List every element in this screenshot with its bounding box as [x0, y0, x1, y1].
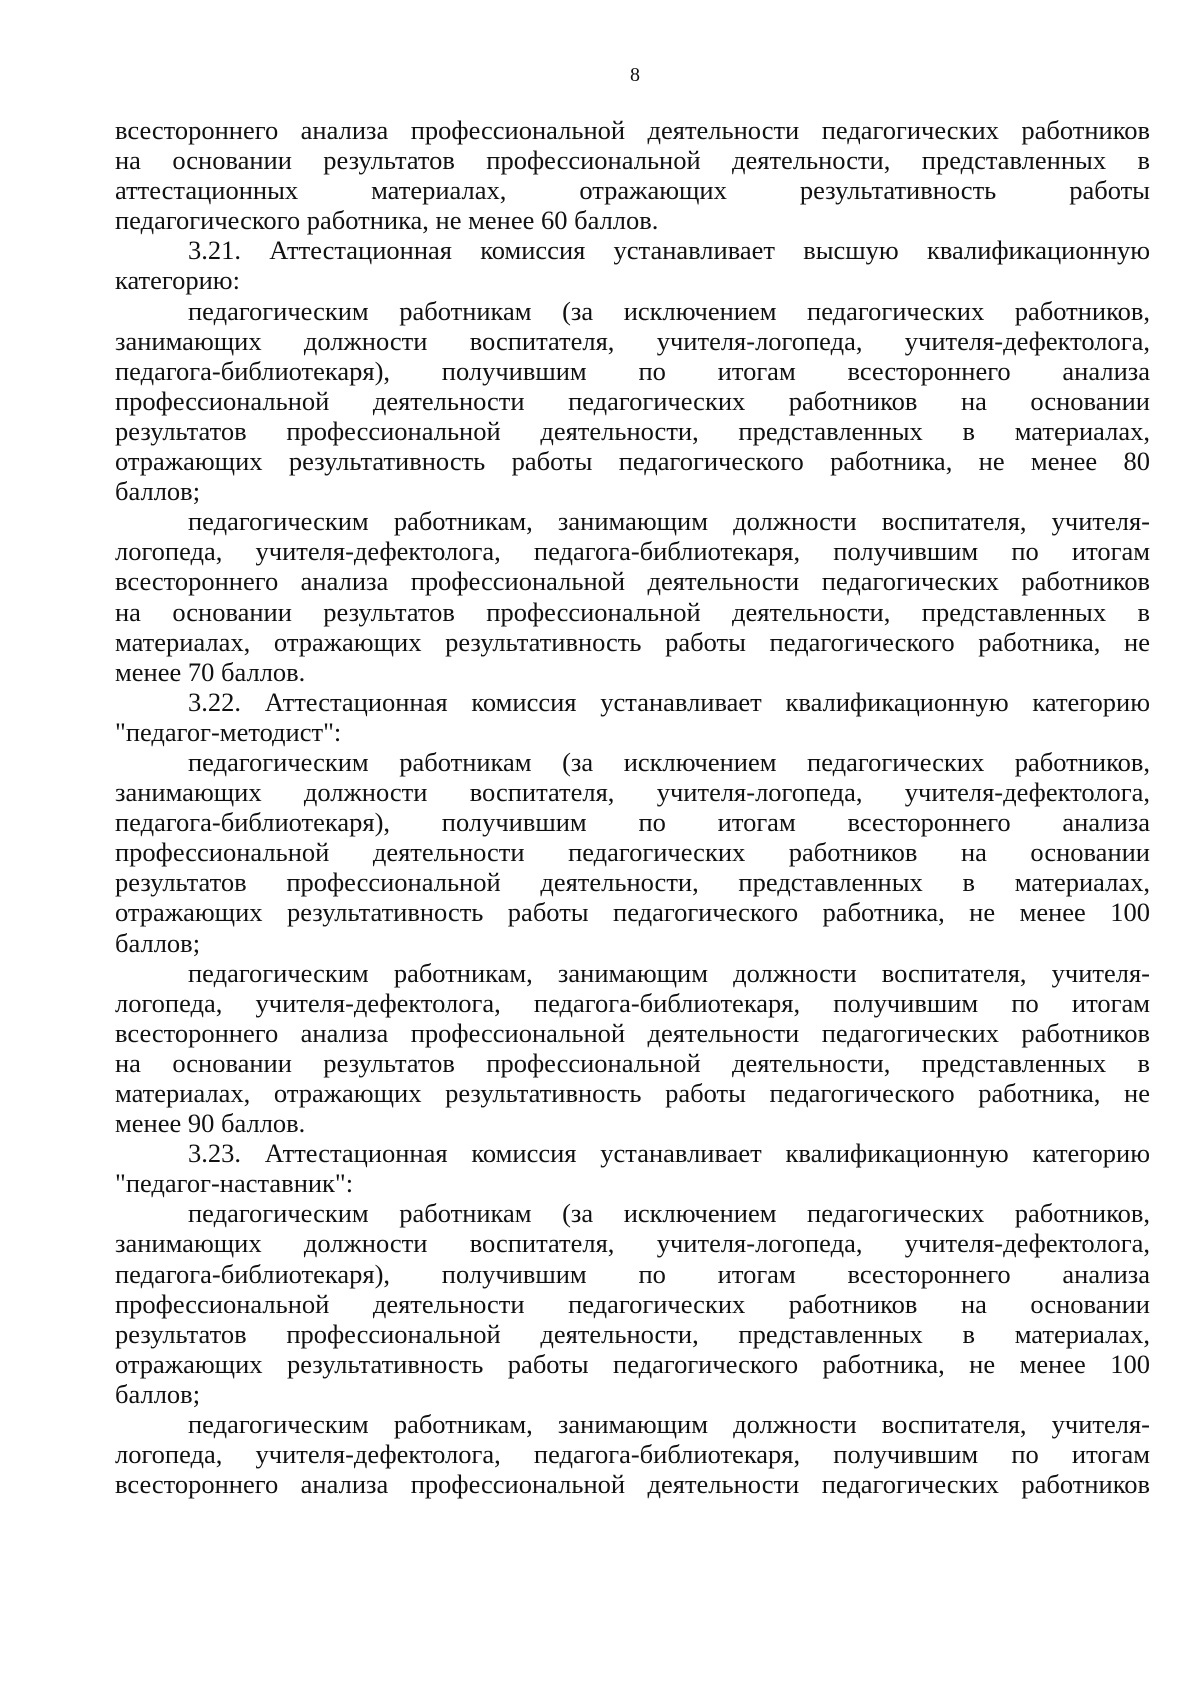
text-line: баллов;	[115, 1378, 201, 1409]
text-line: результатов профессиональной деятельности, представленных в материалах,	[115, 867, 1150, 898]
text-line: педагогическим работникам (за исключением педагогических работников,	[188, 746, 1150, 777]
text-line: логопеда, учителя-дефектолога, педагога-библиотекаря, получившим по итогам	[115, 1439, 1150, 1470]
text-line: всестороннего анализа профессиональной деятельности педагогических работников	[115, 1017, 1150, 1048]
text-line: аттестационных материалах, отражающих результативность работы	[115, 175, 1150, 206]
text-line: педагогическим работникам (за исключением педагогических работников,	[188, 295, 1150, 326]
text-line: "педагог-методист":	[115, 716, 342, 747]
text-line: педагога-библиотекаря), получившим по итогам всестороннего анализа	[115, 1258, 1150, 1289]
text-line: педагогическим работникам, занимающим должности воспитателя, учителя-	[188, 957, 1150, 988]
text-line: на основании результатов профессиональной деятельности, представленных в	[115, 145, 1150, 176]
page-number: 8	[630, 64, 640, 86]
text-line: менее 90 баллов.	[115, 1108, 306, 1139]
text-line: педагогического работника, не менее 60 баллов.	[115, 205, 659, 236]
text-line: всестороннего анализа профессиональной деятельности педагогических работников	[115, 115, 1150, 145]
text-line: баллов;	[115, 476, 201, 507]
text-line: всестороннего анализа профессиональной деятельности педагогических работников	[115, 1469, 1150, 1500]
text-line: профессиональной деятельности педагогических работников на основании	[115, 1288, 1150, 1319]
text-line: материалах, отражающих результативность работы педагогического работника, не	[115, 626, 1150, 657]
text-line: категорию:	[115, 265, 240, 296]
text-line: материалах, отражающих результативность работы педагогического работника, не	[115, 1078, 1150, 1108]
text-line: занимающих должности воспитателя, учителя-логопеда, учителя-дефектолога,	[115, 1228, 1150, 1259]
text-line: педагогическим работникам, занимающим должности воспитателя, учителя-	[188, 1409, 1150, 1440]
text-line: менее 70 баллов.	[115, 656, 306, 687]
text-line: логопеда, учителя-дефектолога, педагога-библиотекаря, получившим по итогам	[115, 987, 1150, 1018]
text-line: педагогическим работникам, занимающим должности воспитателя, учителя-	[188, 506, 1150, 537]
text-line: "педагог-наставник":	[115, 1168, 354, 1199]
text-line: занимающих должности воспитателя, учителя-логопеда, учителя-дефектолога,	[115, 325, 1150, 356]
text-line: 3.23. Аттестационная комиссия устанавливает квалификационную категорию	[188, 1138, 1150, 1169]
text-line: занимающих должности воспитателя, учителя-логопеда, учителя-дефектолога,	[115, 777, 1150, 808]
text-line: баллов;	[115, 927, 201, 958]
text-line: на основании результатов профессиональной деятельности, представленных в	[115, 596, 1150, 627]
text-line: логопеда, учителя-дефектолога, педагога-библиотекаря, получившим по итогам	[115, 536, 1150, 567]
text-line: отражающих результативность работы педагогического работника, не менее 80	[115, 446, 1150, 477]
text-line: 3.22. Аттестационная комиссия устанавливает квалификационную категорию	[188, 686, 1150, 717]
document-body	[115, 115, 1150, 1499]
text-line: профессиональной деятельности педагогических работников на основании	[115, 385, 1150, 416]
text-line: отражающих результативность работы педагогического работника, не менее 100	[115, 1348, 1150, 1379]
text-line: педагога-библиотекаря), получившим по итогам всестороннего анализа	[115, 355, 1150, 386]
text-line: педагогическим работникам (за исключением педагогических работников,	[188, 1198, 1150, 1229]
text-line: профессиональной деятельности педагогических работников на основании	[115, 837, 1150, 868]
text-line: на основании результатов профессиональной деятельности, представленных в	[115, 1047, 1150, 1078]
text-line: результатов профессиональной деятельности, представленных в материалах,	[115, 1318, 1150, 1349]
text-line: всестороннего анализа профессиональной деятельности педагогических работников	[115, 566, 1150, 597]
text-line: 3.21. Аттестационная комиссия устанавливает высшую квалификационную	[188, 235, 1150, 266]
text-line: результатов профессиональной деятельности, представленных в материалах,	[115, 415, 1150, 446]
text-line: отражающих результативность работы педагогического работника, не менее 100	[115, 897, 1150, 928]
text-line: педагога-библиотекаря), получившим по итогам всестороннего анализа	[115, 807, 1150, 838]
